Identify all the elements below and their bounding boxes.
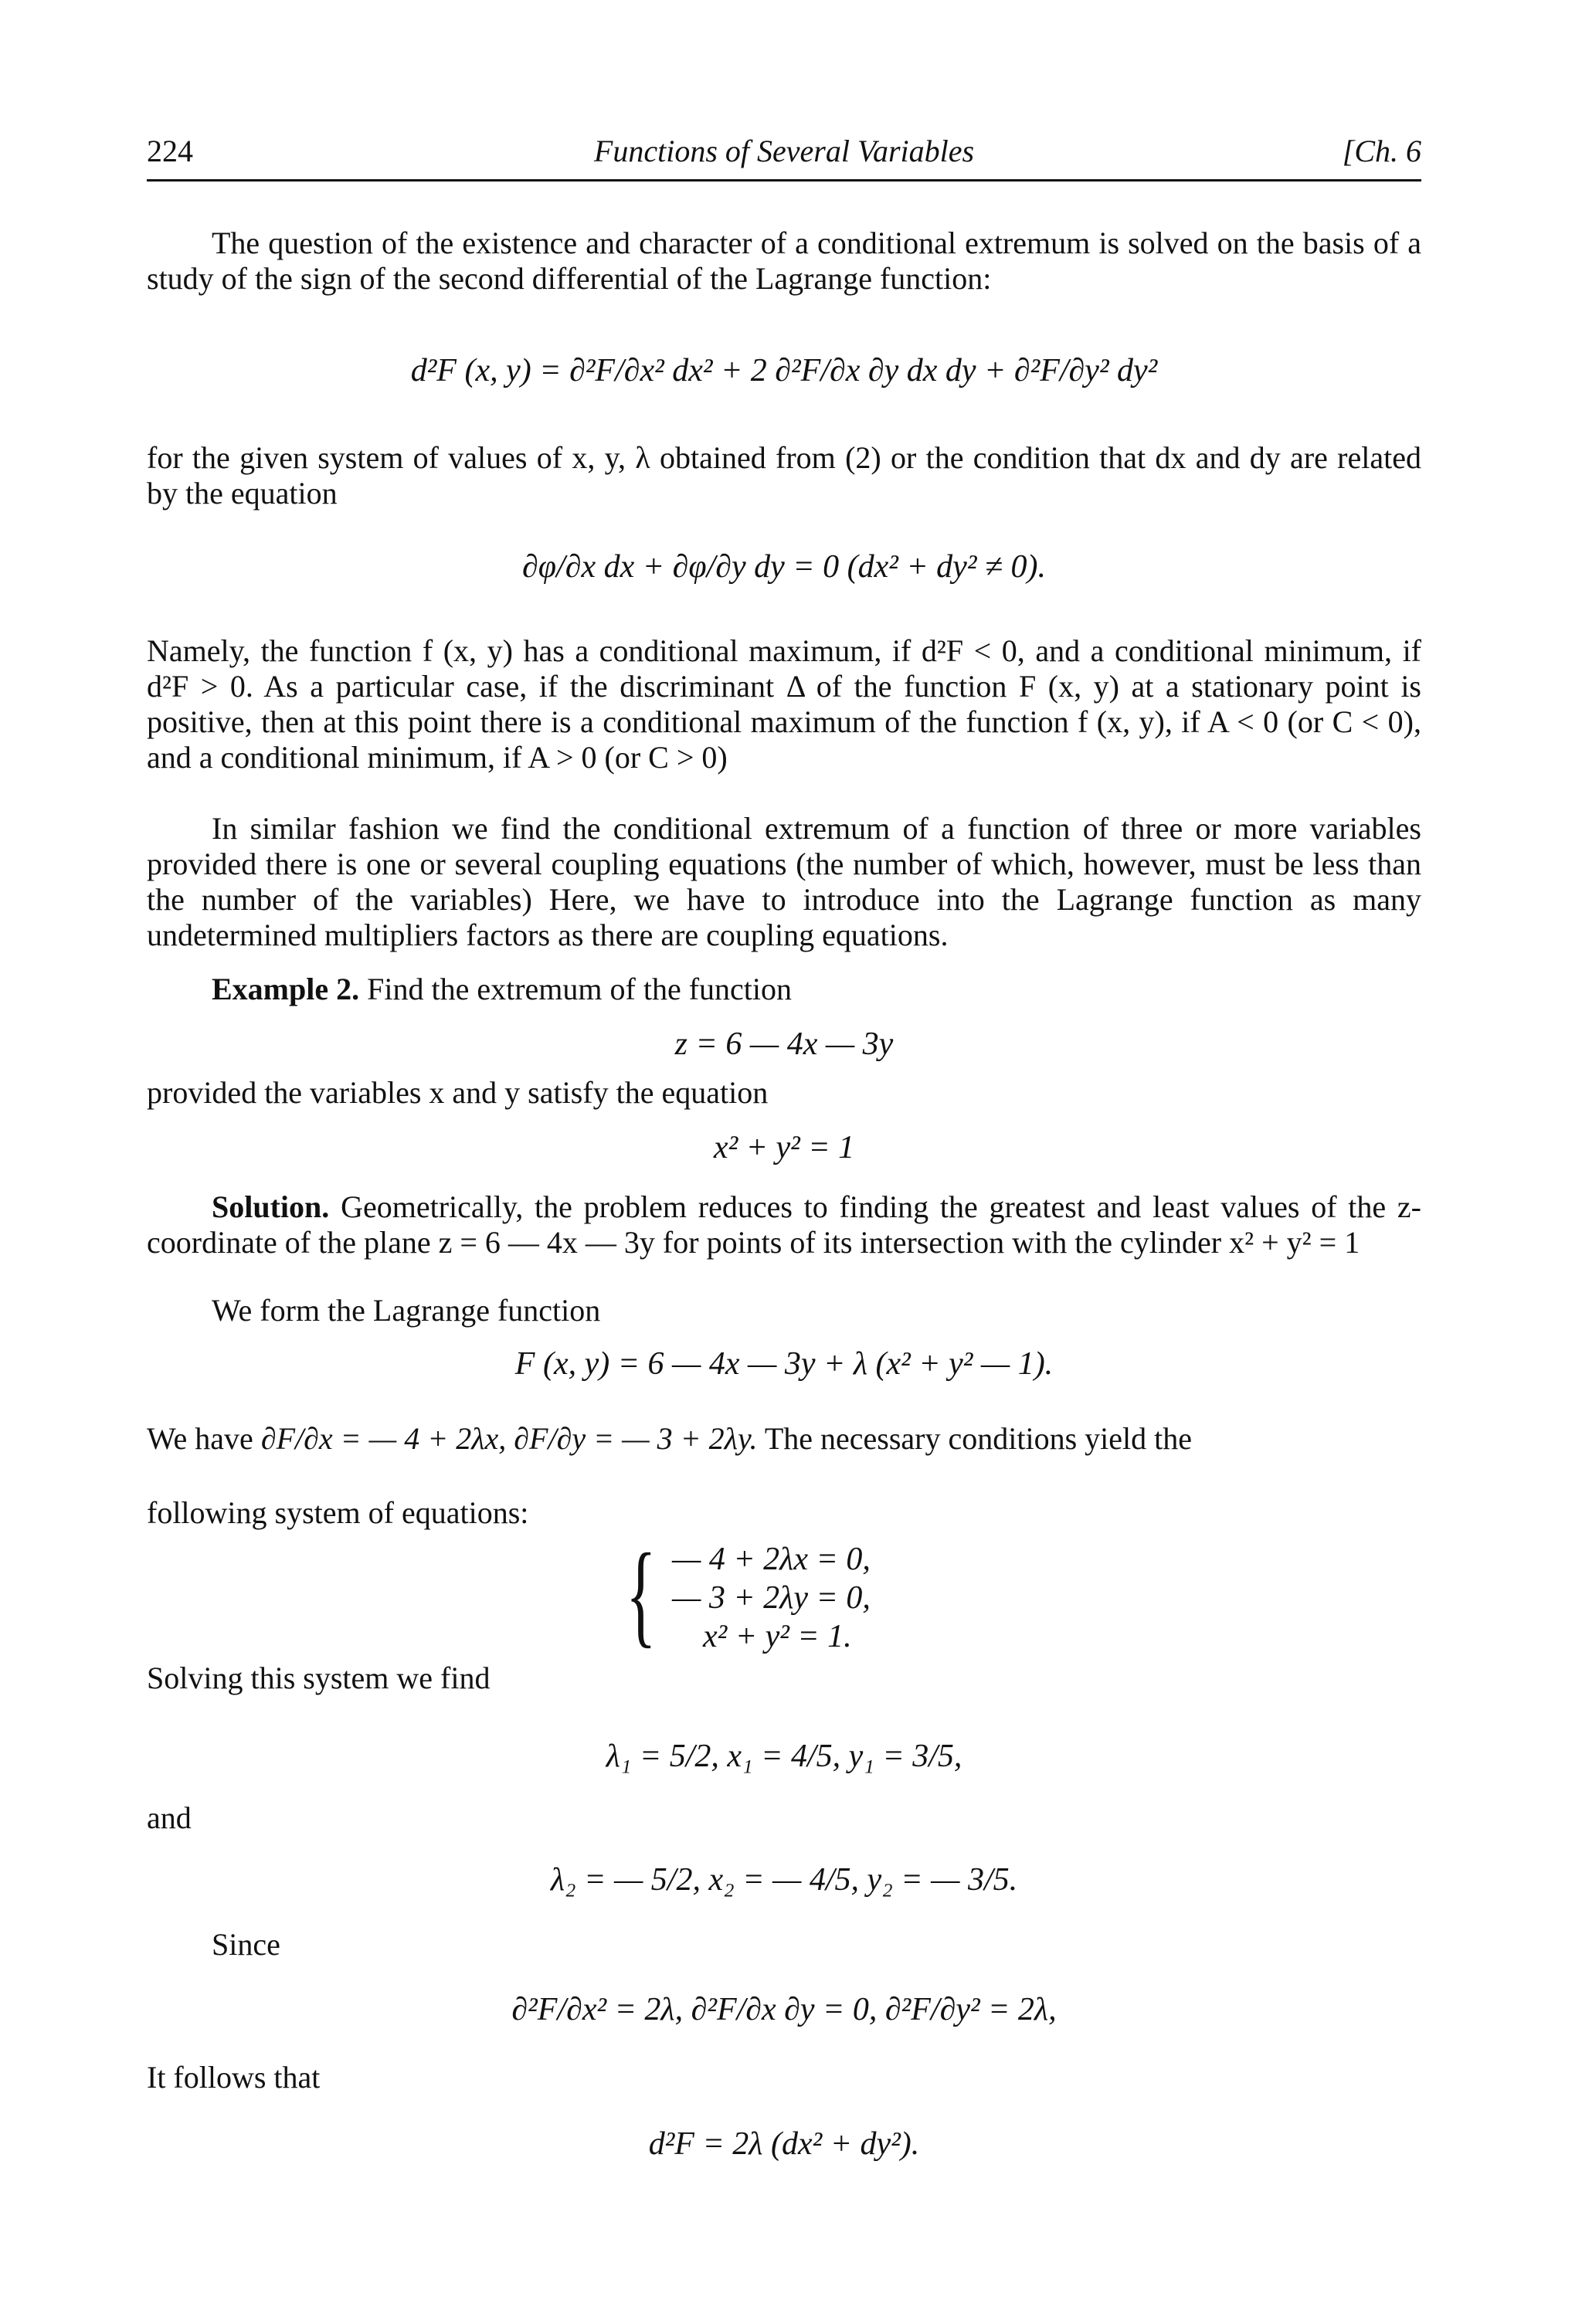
solution-label: Solution. bbox=[212, 1189, 330, 1224]
paragraph-form-lagrange: We form the Lagrange function bbox=[212, 1293, 601, 1328]
system-eq-3: x² + y² = 1. bbox=[703, 1619, 852, 1654]
example-label: Example 2. bbox=[212, 972, 360, 1006]
running-title: Functions of Several Variables bbox=[593, 134, 975, 168]
page-header bbox=[147, 133, 1421, 182]
equation-coupling: ∂φ/∂x dx + ∂φ/∂y dy = 0 (dx² + dy² ≠ 0). bbox=[522, 549, 1046, 585]
header-rule bbox=[147, 179, 1421, 182]
paragraph-following: following system of equations: bbox=[147, 1495, 529, 1530]
equation-circle: x² + y² = 1 bbox=[713, 1130, 855, 1165]
paragraph-solving: Solving this system we find bbox=[147, 1661, 491, 1695]
paragraph-solution bbox=[147, 1189, 1421, 1260]
solution-text: Geometrically, the problem reduces to finding the greatest and least values of the z-coordinate of the plane z = 6 — 4x — 3y for points of its intersection with the cylinder x² + y² = 1 bbox=[147, 1189, 1422, 1260]
equation-second-partials: ∂²F/∂x² = 2λ, ∂²F/∂x ∂y = 0, ∂²F/∂y² = 2λ, bbox=[511, 1992, 1057, 2027]
system-brace: { bbox=[626, 1530, 657, 1658]
eq-d2F-text: d²F (x, y) = ∂²F/∂x² dx² + 2 ∂²F/∂x ∂y dx dy + ∂²F/∂y² dy² bbox=[410, 353, 1158, 388]
equation-solution-1: λ₁ = 5/2, x₁ = 4/5, y₁ = 3/5, bbox=[606, 1739, 962, 1774]
necessary-text: The necessary conditions yield the bbox=[764, 1421, 1192, 1456]
paragraph-similar: In similar fashion we find the conditional extremum of a function of three or more variables provided there is one or several coupling equations (the number of which, however, must be less than the number of the variables) Here, we have to introduce into the Lagrange function as many undetermined multipliers factors as there are coupling equations. bbox=[147, 811, 1421, 952]
chapter-label: [Ch. 6 bbox=[1342, 134, 1421, 168]
paragraph-intro: The question of the existence and character of a conditional extremum is solved on the basis of a study of the sign of the second differential of the Lagrange function: bbox=[147, 226, 1421, 296]
equation-solution-2: λ₂ = — 5/2, x₂ = — 4/5, y₂ = — 3/5. bbox=[550, 1862, 1018, 1898]
page-number: 224 bbox=[147, 134, 193, 168]
example-text: Find the extremum of the function bbox=[367, 972, 793, 1006]
equation-lagrange: F (x, y) = 6 — 4x — 3y + λ (x² + y² — 1). bbox=[514, 1346, 1054, 1382]
system-eq-2: — 3 + 2λy = 0, bbox=[672, 1580, 871, 1616]
equation-final: d²F = 2λ (dx² + dy²). bbox=[648, 2126, 920, 2162]
we-have-label: We have bbox=[147, 1421, 253, 1456]
equation-second-differential bbox=[147, 334, 1421, 419]
example-2-heading bbox=[147, 972, 1421, 1007]
label-since: Since bbox=[212, 1927, 280, 1962]
partials-eq: ∂F/∂x = — 4 + 2λx, ∂F/∂y = — 3 + 2λy. bbox=[260, 1421, 758, 1456]
paragraph-system-values: for the given system of values of x, y, λ obtained from (2) or the condition that dx and dy are related by the equation bbox=[147, 440, 1421, 511]
equation-z: z = 6 — 4x — 3y bbox=[674, 1026, 894, 1062]
system-eq-1: — 4 + 2λx = 0, bbox=[672, 1542, 871, 1577]
paragraph-we-have bbox=[147, 1421, 1421, 1457]
paragraph-provided: provided the variables x and y satisfy the equation bbox=[147, 1075, 769, 1110]
paragraph-namely: Namely, the function f (x, y) has a conditional maximum, if d²F < 0, and a conditional minimum, if d²F > 0. As a particular case, if the discriminant Δ of the function F (x, y) at a stationary point is positive, then at this point there is a conditional maximum of the function f (x, y), if A < 0 (or C < 0), and a conditional minimum, if A > 0 (or C > 0) bbox=[147, 633, 1421, 775]
label-it-follows: It follows that bbox=[147, 2060, 321, 2095]
label-and: and bbox=[147, 1800, 192, 1835]
